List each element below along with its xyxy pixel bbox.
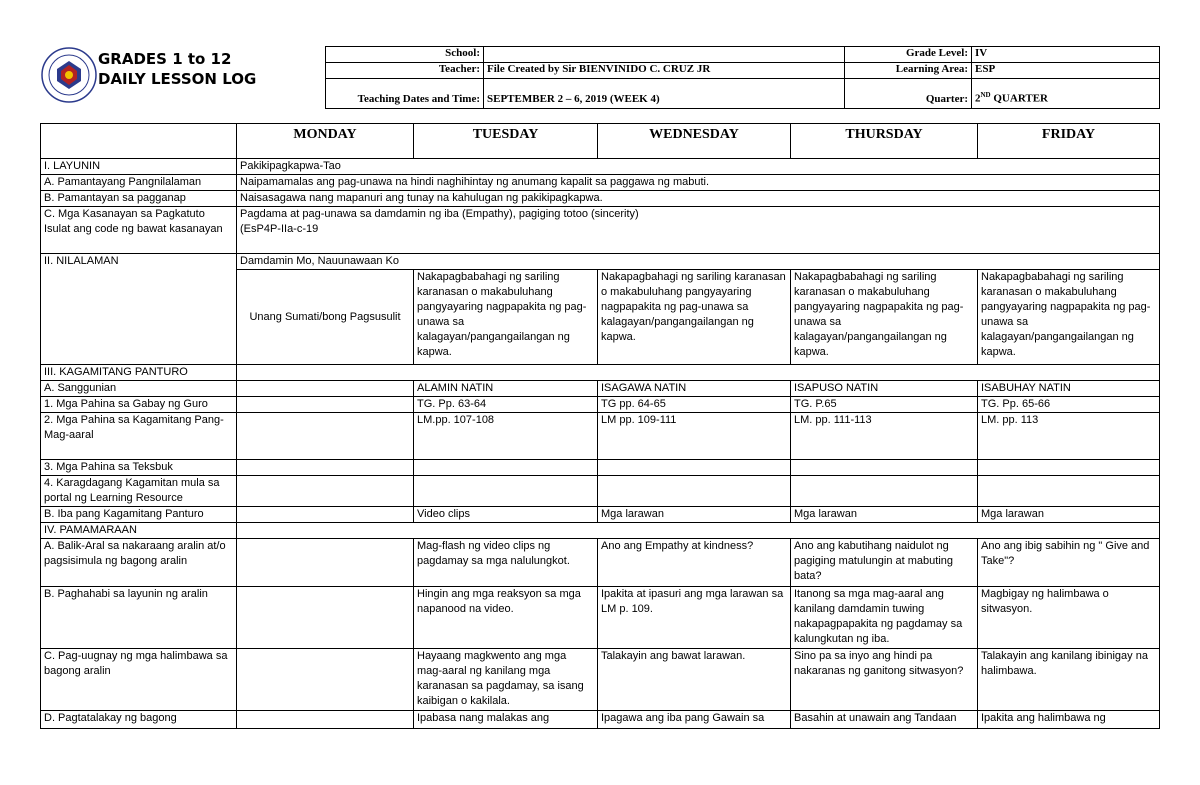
pamantayan-pagganap-label: B. Pamantayan sa pagganap [41, 191, 237, 207]
table-cell: Ano ang kabutihang naidulot ng pagiging matulungin at mabuting bata? [791, 539, 978, 587]
row-label: 4. Karagdagang Kagamitan mula sa portal ng Learning Resource [41, 476, 237, 507]
table-row [41, 539, 1160, 587]
row-label: A. Balik-Aral sa nakaraang aralin at/o pagsisimula ng bagong aralin [41, 539, 237, 587]
pamamaraan-heading-blank [237, 523, 1160, 539]
layunin-heading-value: Pakikipagkapwa-Tao [237, 159, 1160, 175]
lesson-log-table [40, 123, 1160, 729]
pamamaraan-heading: IV. PAMAMARAAN [41, 523, 237, 539]
table-row [41, 397, 1160, 413]
row-label: 2. Mga Pahina sa Kagamitang Pang- Mag-aaral [41, 413, 237, 460]
deped-seal-logo [41, 47, 97, 103]
table-cell: Ipagawa ang iba pang Gawain sa [598, 711, 791, 729]
quarter-word: QUARTER [993, 93, 1048, 105]
table-cell: Magbigay ng halimbawa o sitwasyon. [978, 587, 1160, 649]
table-cell [414, 476, 598, 507]
table-cell: Itanong sa mga mag-aaral ang kanilang damdamin tuwing nakapagpapakita ng pagdamay sa kalungkutan ng iba. [791, 587, 978, 649]
table-cell: Talakayin ang kanilang ibinigay na halimbawa. [978, 649, 1160, 711]
table-cell [237, 587, 414, 649]
kasanayan-line1: Pagdama at pag-unawa sa damdamin ng iba (Empathy), pagiging totoo (sincerity) [240, 208, 639, 220]
kasanayan-value [237, 207, 1160, 254]
kasanayan-code: (EsP4P-IIa-c-19 [240, 223, 319, 235]
table-cell [237, 476, 414, 507]
table-cell [237, 413, 414, 460]
header-info-table [325, 46, 1160, 109]
table-cell: Mga larawan [978, 507, 1160, 523]
quarter-label: Quarter: [845, 79, 972, 109]
nilalaman-heading-value: Damdamin Mo, Nauunawaan Ko [237, 254, 1160, 270]
row-label: A. Sanggunian [41, 381, 237, 397]
table-cell: Ipakita ang halimbawa ng [978, 711, 1160, 729]
teaching-dates-label: Teaching Dates and Time: [326, 79, 484, 109]
row-label: C. Pag-uugnay ng mga halimbawa sa bagong aralin [41, 649, 237, 711]
table-cell: Hayaang magkwento ang mga mag-aaral ng kanilang mga karanasan sa pagdamay, sa isang kaibigan o kakilala. [414, 649, 598, 711]
table-row [41, 413, 1160, 460]
table-cell: Mga larawan [598, 507, 791, 523]
table-row [41, 711, 1160, 729]
table-cell [237, 397, 414, 413]
pamantayang-pangnilalaman-value: Naipamamalas ang pag-unawa na hindi naghihintay ng anumang kapalit sa paggawa ng mabuti. [237, 175, 1160, 191]
table-cell: Hingin ang mga reaksyon sa mga napanood na video. [414, 587, 598, 649]
table-cell: Mag-flash ng video clips ng pagdamay sa mga nalulungkot. [414, 539, 598, 587]
nilalaman-wednesday: Nakapagbahagi ng sariling karanasan o makabuluhang pangyayaring nagpapakita ng pag-unawa sa kalagayan/pangangailangan ng kapwa. [598, 270, 791, 365]
table-cell: Ipakita at ipasuri ang mga larawan sa LM p. 109. [598, 587, 791, 649]
table-cell [414, 460, 598, 476]
quarter-value [972, 79, 1160, 109]
nilalaman-heading: II. NILALAMAN [41, 254, 237, 365]
nilalaman-monday: Unang Sumati/bong Pagsusulit [237, 270, 414, 365]
table-cell [237, 649, 414, 711]
table-cell: LM.pp. 107-108 [414, 413, 598, 460]
pamantayan-pagganap-value: Naisasagawa nang mapanuri ang tunay na kahulugan ng pakikipagkapwa. [237, 191, 1160, 207]
table-cell: Ipabasa nang malakas ang [414, 711, 598, 729]
table-cell: LM pp. 109-111 [598, 413, 791, 460]
table-cell: LM. pp. 111-113 [791, 413, 978, 460]
table-row [41, 476, 1160, 507]
quarter-number: 2 [975, 93, 981, 105]
table-cell [237, 711, 414, 729]
table-cell: ISAGAWA NATIN [598, 381, 791, 397]
grade-level-value: IV [972, 47, 1160, 63]
table-cell [237, 381, 414, 397]
pamantayang-pangnilalaman-label: A. Pamantayang Pangnilalaman [41, 175, 237, 191]
teacher-value: File Created by Sir BIENVINIDO C. CRUZ JR [484, 63, 845, 79]
table-cell: TG. P.65 [791, 397, 978, 413]
table-cell [237, 460, 414, 476]
row-label: 3. Mga Pahina sa Teksbuk [41, 460, 237, 476]
table-cell [237, 539, 414, 587]
table-row [41, 587, 1160, 649]
table-row [41, 381, 1160, 397]
table-cell: ISABUHAY NATIN [978, 381, 1160, 397]
school-label: School: [326, 47, 484, 63]
table-cell: Mga larawan [791, 507, 978, 523]
doc-title-line1: GRADES 1 to 12 [98, 50, 232, 68]
day-tuesday: TUESDAY [414, 124, 598, 159]
table-cell [978, 476, 1160, 507]
learning-area-label: Learning Area: [845, 63, 972, 79]
table-cell: Sino pa sa inyo ang hindi pa nakaranas ng ganitong sitwasyon? [791, 649, 978, 711]
table-row [41, 649, 1160, 711]
table-cell: Ano ang ibig sabihin ng " Give and Take"? [978, 539, 1160, 587]
table-cell: Basahin at unawain ang Tandaan [791, 711, 978, 729]
table-cell [791, 460, 978, 476]
table-cell: Talakayin ang bawat larawan. [598, 649, 791, 711]
table-cell [978, 460, 1160, 476]
row-label: B. Paghahabi sa layunin ng aralin [41, 587, 237, 649]
teaching-dates-value: SEPTEMBER 2 – 6, 2019 (WEEK 4) [484, 79, 845, 109]
table-cell: TG. Pp. 65-66 [978, 397, 1160, 413]
day-wednesday: WEDNESDAY [598, 124, 791, 159]
kagamitan-heading: III. KAGAMITANG PANTURO [41, 365, 237, 381]
teacher-label: Teacher: [326, 63, 484, 79]
kasanayan-label: C. Mga Kasanayan sa Pagkatuto Isulat ang code ng bawat kasanayan [41, 207, 237, 254]
school-value [484, 47, 845, 63]
grade-level-label: Grade Level: [845, 47, 972, 63]
row-label: 1. Mga Pahina sa Gabay ng Guro [41, 397, 237, 413]
table-cell: TG. Pp. 63-64 [414, 397, 598, 413]
nilalaman-friday: Nakapagbabahagi ng sariling karanasan o makabuluhang pangyayaring nagpapakita ng pag-unawa sa kalagayan/pangangailangan ng kapwa. [978, 270, 1160, 365]
quarter-suffix: ND [980, 91, 991, 100]
table-cell: Video clips [414, 507, 598, 523]
doc-title-line2: DAILY LESSON LOG [98, 70, 257, 88]
learning-area-value: ESP [972, 63, 1160, 79]
table-cell: ISAPUSO NATIN [791, 381, 978, 397]
nilalaman-tuesday: Nakapagbabahagi ng sariling karanasan o makabuluhang pangyayaring nagpapakita ng pag-unawa sa kalagayan/pangangailangan ng kapwa. [414, 270, 598, 365]
nilalaman-thursday: Nakapagbabahagi ng sariling karanasan o makabuluhang pangyayaring nagpapakita ng pag-unawa sa kalagayan/pangangailangan ng kapwa. [791, 270, 978, 365]
day-header-row [41, 124, 1160, 159]
table-row [41, 507, 1160, 523]
day-friday: FRIDAY [978, 124, 1160, 159]
day-thursday: THURSDAY [791, 124, 978, 159]
table-cell [598, 476, 791, 507]
layunin-heading: I. LAYUNIN [41, 159, 237, 175]
table-cell [791, 476, 978, 507]
row-label: D. Pagtatalakay ng bagong [41, 711, 237, 729]
table-cell [237, 507, 414, 523]
kagamitan-heading-blank [237, 365, 1160, 381]
table-cell: TG pp. 64-65 [598, 397, 791, 413]
table-cell: ALAMIN NATIN [414, 381, 598, 397]
table-cell: LM. pp. 113 [978, 413, 1160, 460]
table-row [41, 460, 1160, 476]
table-cell: Ano ang Empathy at kindness? [598, 539, 791, 587]
day-header-blank [41, 124, 237, 159]
table-cell [598, 460, 791, 476]
day-monday: MONDAY [237, 124, 414, 159]
row-label: B. Iba pang Kagamitang Panturo [41, 507, 237, 523]
